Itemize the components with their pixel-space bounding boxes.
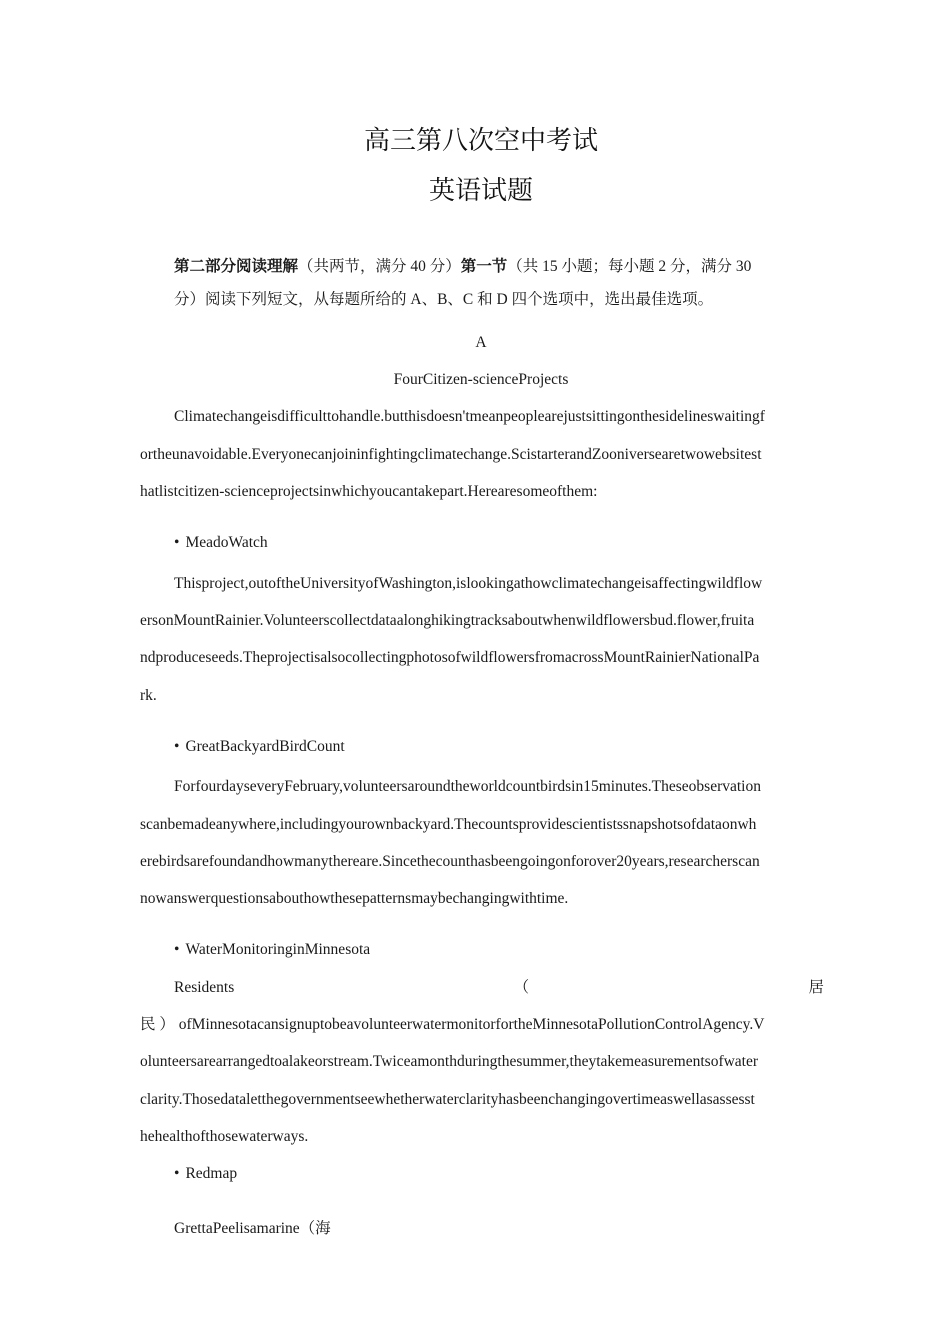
paragraph-line: scanbemadeanywhere,includingyourownbackyard.Thecountsprovidescientistssnapshotsofdataonwh (140, 816, 757, 833)
exam-title: 高三第八次空中考试 (363, 126, 598, 156)
paragraph-line: rk. (140, 687, 157, 704)
paragraph-line: erebirdsarefoundandhowmanythereare.Sincethecounthasbeengoingonforover20years,researcherscan (140, 853, 760, 870)
project-heading-redmap (174, 1164, 824, 1184)
paragraph-line: ForfourdayseveryFebruary,volunteersaroundtheworldcountbirdsin15minutes.Theseobservation (174, 778, 761, 795)
section-score: （共 15 小题；每小题 2 分，满分 30 (507, 258, 752, 275)
bullet-icon: • (174, 1165, 180, 1182)
project-heading-meadowatch (174, 533, 824, 553)
project-name: MeadoWatch (185, 534, 268, 551)
passage-letter: A (475, 334, 487, 351)
paragraph-line: nowanswerquestionsabouthowthesepatternsmaybechangingwithtime. (140, 890, 569, 907)
project-heading-bird-count (174, 737, 824, 757)
paragraph-line: olunteersarearrangedtoalakeorstream.Twiceamonthduringthesummer,theytakemeasurementsofwater (140, 1053, 759, 1070)
paragraph-line: Thisproject,outoftheUniversityofWashington,islookingathowclimatechangeisaffectingwildflow (174, 575, 763, 592)
project-name: WaterMonitoringinMinnesota (185, 941, 371, 958)
paragraph-line: hehealthofthosewaterways. (140, 1128, 309, 1145)
part-heading: 第二部分阅读理解 (174, 258, 299, 275)
paragraph-line: GrettaPeelisamarine（海 (174, 1220, 331, 1237)
bullet-icon: • (174, 534, 180, 551)
instructions-line-1 (174, 257, 824, 277)
instructions-line-2: 分）阅读下列短文，从每题所给的 A、B、C 和 D 四个选项中，选出最佳选项。 (174, 291, 714, 308)
intro-line: hatlistcitizen-scienceprojectsinwhichyoucantakepart.Herearesomeofthem: (140, 483, 598, 500)
justified-line (174, 978, 824, 998)
justified-word: Residents (174, 979, 235, 996)
paragraph-line: ersonMountRainier.Volunteerscollectdataalonghikingtracksaboutwhenwildflowersbud.flower,fruita (140, 612, 755, 629)
bullet-icon: • (174, 738, 180, 755)
bullet-icon: • (174, 941, 180, 958)
exam-subtitle: 英语试题 (428, 176, 533, 206)
project-name: GreatBackyardBirdCount (185, 738, 345, 755)
paragraph-line: 民 ） ofMinnesotacansignuptobeavolunteerwatermonitorfortheMinnesotaPollutionControlAgency.V (140, 1016, 765, 1033)
passage-title: FourCitizen-scienceProjects (393, 371, 569, 388)
intro-line: Climatechangeisdifficulttohandle.butthisdoesn'tmeanpeoplearejustsittingonthesidelineswaitingf (174, 408, 765, 425)
paragraph-line: ndproduceseeds.TheprojectisalsocollectingphotosofwildflowersfromacrossMountRainierNationalPa (140, 649, 760, 666)
section-heading: 第一节 (460, 258, 508, 275)
justified-word: （ (513, 979, 530, 996)
intro-line: ortheunavoidable.Everyonecanjoininfightingclimatechange.ScistarterandZooniversearetwowebsitest (140, 446, 762, 463)
part-score: （共两节，满分 40 分） (298, 258, 461, 275)
project-heading-water-monitoring (174, 940, 824, 960)
project-name: Redmap (185, 1165, 238, 1182)
justified-word: 居 (808, 979, 824, 996)
paragraph-line: clarity.Thosedataletthegovernmentseewhetherwaterclarityhasbeenchangingovertimeaswellasassesst (140, 1091, 755, 1108)
